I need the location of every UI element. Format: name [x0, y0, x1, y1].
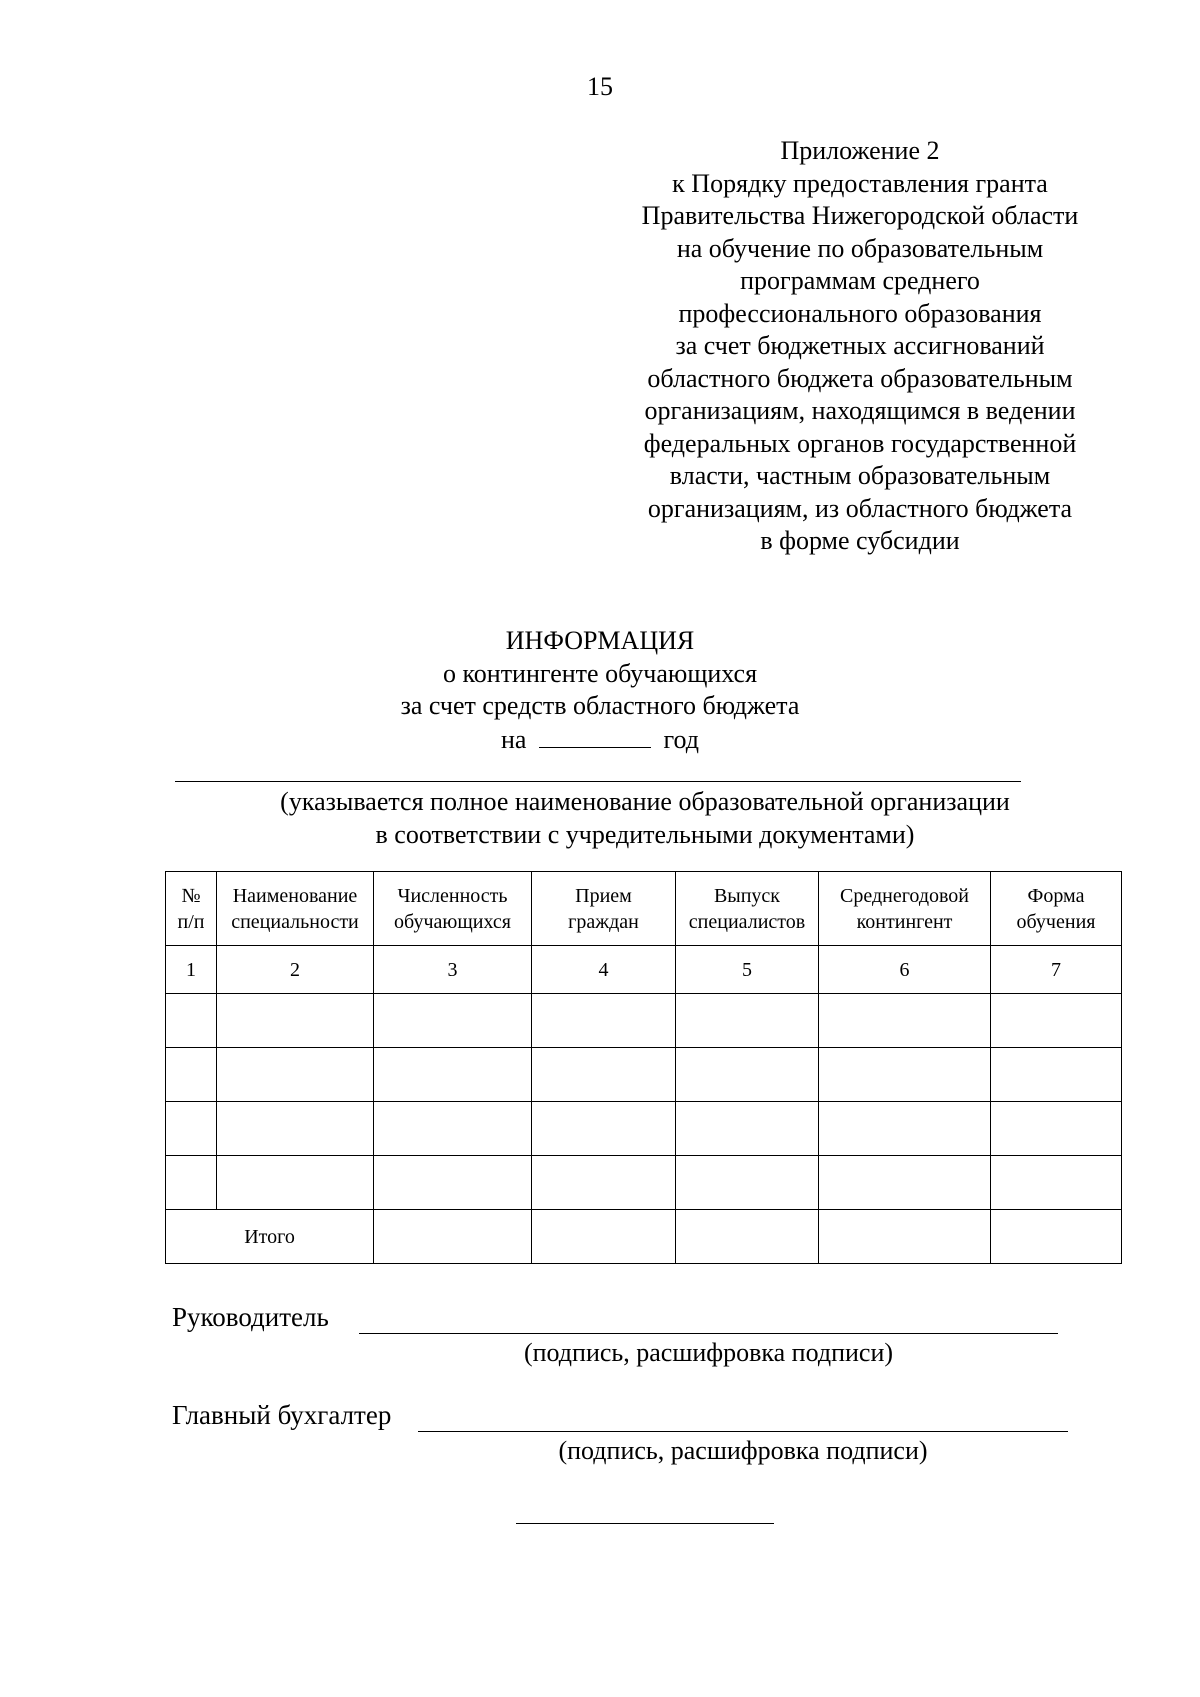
table-cell[interactable] — [676, 1048, 819, 1102]
column-number-row — [166, 946, 1122, 994]
contingent-table — [165, 871, 1122, 1264]
table-cell[interactable] — [217, 994, 374, 1048]
accountant-signature-caption: (подпись, расшифровка подписи) — [558, 1436, 928, 1465]
closing-divider — [516, 1523, 774, 1524]
table-cell[interactable] — [819, 994, 991, 1048]
header-cell-enrolled: Численность обучающихся — [374, 872, 532, 946]
header-cell-admission: Прием граждан — [532, 872, 676, 946]
column-number-cell: 2 — [217, 946, 374, 994]
header-cell-average: Среднегодовой контингент — [819, 872, 991, 946]
organization-caption-line: в соответствии с учредительными документами) — [375, 819, 915, 849]
total-cell[interactable] — [374, 1210, 532, 1264]
table-cell[interactable] — [676, 994, 819, 1048]
appendix-line: программам среднего — [740, 266, 980, 295]
header-cell-graduates: Выпуск специалистов — [676, 872, 819, 946]
organization-caption-line: (указывается полное наименование образовательной организации — [280, 787, 1010, 816]
total-cell[interactable] — [676, 1210, 819, 1264]
column-number-cell: 6 — [819, 946, 991, 994]
total-cell[interactable] — [819, 1210, 991, 1264]
year-prefix: на — [501, 724, 527, 754]
appendix-line: профессионального образования — [678, 298, 1042, 328]
appendix-line: на обучение по образовательным — [676, 233, 1044, 263]
column-number-cell: 7 — [991, 946, 1122, 994]
organization-caption — [220, 786, 1070, 851]
accountant-signature-label: Главный бухгалтер — [172, 1400, 392, 1430]
table-cell[interactable] — [374, 994, 532, 1048]
table-cell[interactable] — [166, 994, 217, 1048]
table-cell[interactable] — [532, 1048, 676, 1102]
table-cell[interactable] — [991, 1102, 1122, 1156]
table-cell[interactable] — [991, 1048, 1122, 1102]
head-signature-label: Руководитель — [172, 1302, 329, 1332]
header-cell-specialty: Наименование специальности — [217, 872, 374, 946]
table-row — [166, 1048, 1122, 1102]
appendix-line: за счет бюджетных ассигнований — [675, 331, 1045, 360]
table-cell[interactable] — [532, 1156, 676, 1210]
head-signature-caption: (подпись, расшифровка подписи) — [523, 1338, 894, 1367]
table-row — [166, 1156, 1122, 1210]
column-number-cell: 4 — [532, 946, 676, 994]
table-cell[interactable] — [676, 1102, 819, 1156]
appendix-line: в форме субсидии — [760, 526, 960, 555]
appendix-line: власти, частным образовательным — [669, 461, 1051, 490]
appendix-line: федеральных органов государственной — [643, 428, 1077, 458]
title-year-line — [0, 723, 1200, 757]
table-row — [166, 994, 1122, 1048]
organization-name-blank[interactable] — [175, 781, 1021, 782]
appendix-line: организациям, находящимся в ведении — [644, 396, 1076, 425]
table-cell[interactable] — [166, 1156, 217, 1210]
table-row — [166, 1102, 1122, 1156]
table-cell[interactable] — [819, 1156, 991, 1210]
table-cell[interactable] — [676, 1156, 819, 1210]
appendix-line: к Порядку предоставления гранта — [672, 168, 1048, 198]
column-number-cell: 3 — [374, 946, 532, 994]
table-cell[interactable] — [374, 1048, 532, 1102]
title-subject: о контингенте обучающихся — [442, 658, 758, 688]
accountant-signature-field[interactable] — [418, 1431, 1068, 1432]
head-signature-field[interactable] — [359, 1333, 1058, 1334]
table-cell[interactable] — [374, 1156, 532, 1210]
column-number-cell: 1 — [166, 946, 217, 994]
table-cell[interactable] — [166, 1102, 217, 1156]
table-cell[interactable] — [217, 1102, 374, 1156]
year-suffix: год — [663, 724, 699, 754]
table-cell[interactable] — [532, 1102, 676, 1156]
table-cell[interactable] — [374, 1102, 532, 1156]
table-header-row — [166, 872, 1122, 946]
appendix-line: Приложение 2 — [780, 136, 940, 165]
title-heading: ИНФОРМАЦИЯ — [505, 626, 695, 655]
appendix-line: организациям, из областного бюджета — [647, 493, 1073, 523]
table-cell[interactable] — [217, 1156, 374, 1210]
year-blank-field[interactable] — [539, 723, 651, 748]
header-cell-number: № п/п — [166, 872, 217, 946]
total-cell[interactable] — [532, 1210, 676, 1264]
table-cell[interactable] — [819, 1048, 991, 1102]
table-cell[interactable] — [991, 994, 1122, 1048]
table-cell[interactable] — [166, 1048, 217, 1102]
total-label: Итого — [166, 1210, 374, 1264]
title-funding: за счет средств областного бюджета — [400, 691, 800, 720]
total-row — [166, 1210, 1122, 1264]
table-cell[interactable] — [991, 1156, 1122, 1210]
table-cell[interactable] — [532, 994, 676, 1048]
column-number-cell: 5 — [676, 946, 819, 994]
appendix-line: Правительства Нижегородской области — [641, 201, 1079, 230]
header-cell-form: Форма обучения — [991, 872, 1122, 946]
appendix-block — [620, 135, 1100, 558]
table-cell[interactable] — [217, 1048, 374, 1102]
page-number: 15 — [587, 72, 613, 101]
document-title — [0, 625, 1200, 756]
appendix-line: областного бюджета образовательным — [647, 363, 1073, 393]
table-cell[interactable] — [819, 1102, 991, 1156]
total-cell[interactable] — [991, 1210, 1122, 1264]
